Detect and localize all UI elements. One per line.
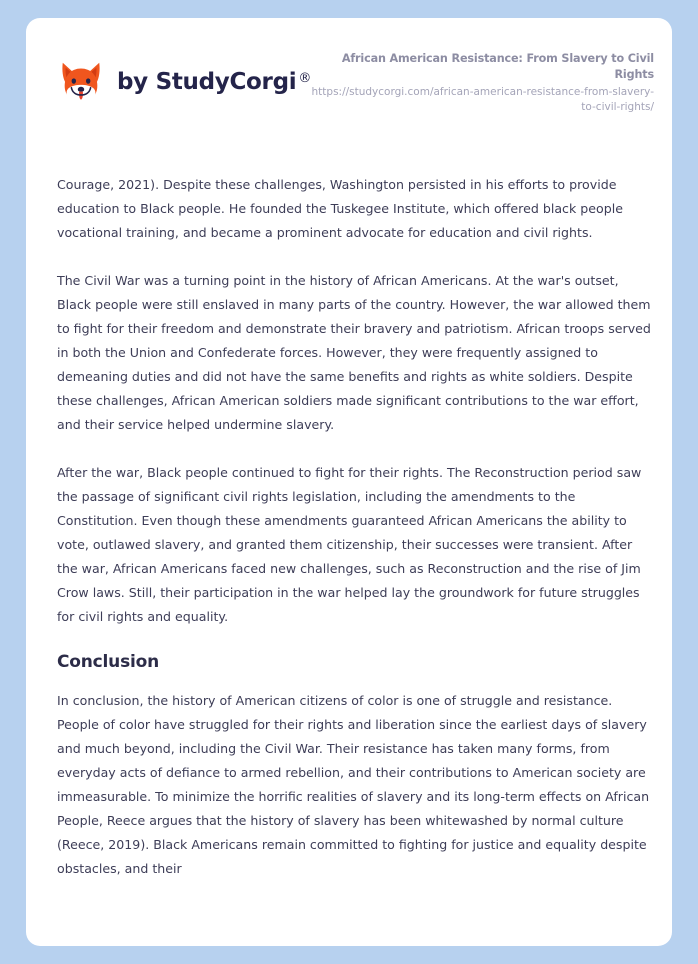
brand-name-text: by StudyCorgi xyxy=(117,68,297,95)
document-page-card xyxy=(26,18,672,946)
brand-logo-group[interactable] xyxy=(57,58,311,106)
paragraph: In conclusion, the history of American citizens of color is one of struggle and resistance. People of color have struggled for their rights and liberation since the earliest days of slavery and much beyond, including the Civil War. Their resistance has taken many forms, from everyday acts of defiance to armed rebellion, and their contributions to American society are immeasurable. To minimize the horrific realities of slavery and its long-term effects on African People, Reece argues that the history of slavery has been whitewashed by normal culture (Reece, 2019). Black Americans remain committed to fighting for justice and equality despite obstacles, and their xyxy=(57,693,650,877)
document-body xyxy=(57,173,654,905)
document-header xyxy=(26,18,672,146)
document-url[interactable]: https://studycorgi.com/african-american-resistance-from-slavery-to-civil-rights/ xyxy=(311,85,654,113)
document-title: African American Resistance: From Slavery to Civil Rights xyxy=(341,52,654,81)
paragraph: After the war, Black people continued to fight for their rights. The Reconstruction period saw the passage of significant civil rights legislation, including the amendments to the Constitution. Even though these amendments guaranteed African Americans the ability to vote, outlawed slavery, and granted them citizenship, their successes were transient. After the war, African Americans faced new challenges, such as Reconstruction and the rise of Jim Crow laws. Still, their participation in the war helped lay the groundwork for future struggles for civil rights and equality. xyxy=(57,465,642,624)
registered-trademark-icon: ® xyxy=(298,70,312,86)
document-meta xyxy=(311,49,654,114)
corgi-logo-icon xyxy=(57,58,105,106)
paragraph: Courage, 2021). Despite these challenges, Washington persisted in his efforts to provide education to Black people. He founded the Tuskegee Institute, which offered black people vocational training, and became a prominent advocate for education and civil rights. xyxy=(57,177,623,240)
brand-wordmark xyxy=(117,68,312,95)
section-heading-conclusion: Conclusion xyxy=(57,652,159,672)
paragraph: The Civil War was a turning point in the history of African Americans. At the war's outset, Black people were still enslaved in many parts of the country. However, the war allowed them to fight for their freedom and demonstrate their bravery and patriotism. African troops served in both the Union and Confederate forces. However, they were frequently assigned to demeaning duties and did not have the same benefits and rights as white soldiers. Despite these challenges, African American soldiers made significant contributions to the war effort, and their service helped undermine slavery. xyxy=(57,273,651,432)
